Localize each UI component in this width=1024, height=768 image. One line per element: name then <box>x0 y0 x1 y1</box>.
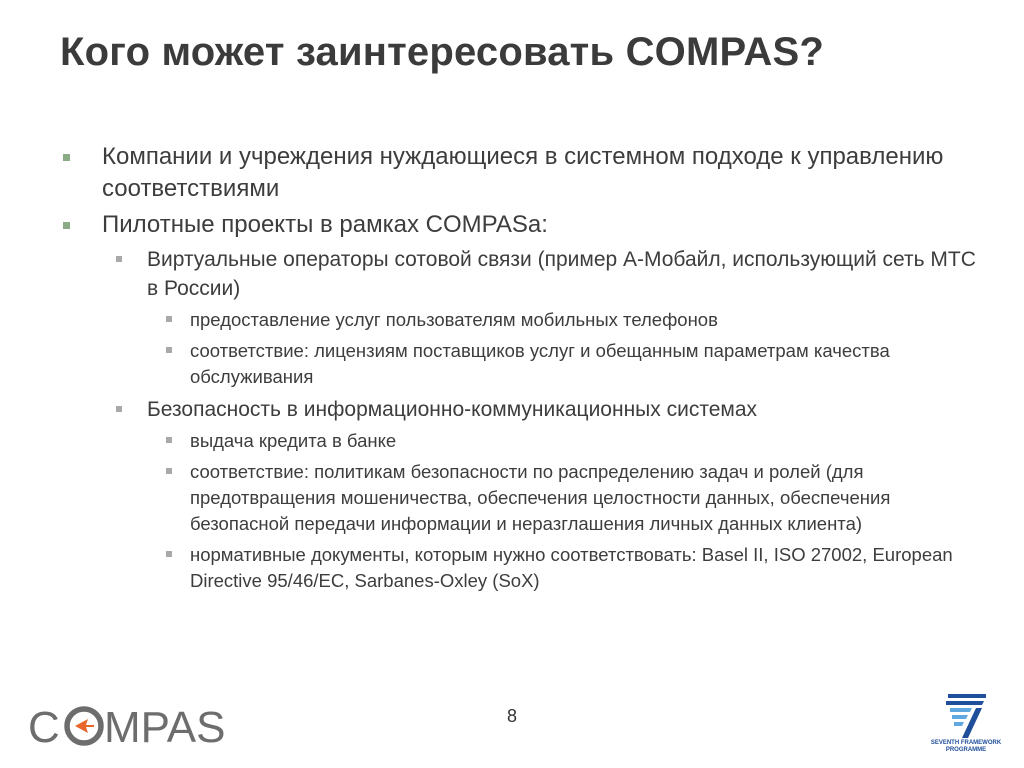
fp7-stripe <box>952 715 968 719</box>
compas-logo-arrow <box>75 719 94 733</box>
fp7-caption-line: SEVENTH FRAMEWORK <box>930 740 1002 746</box>
sub-sub-bullet-item <box>166 338 980 390</box>
page-number: 8 <box>506 706 517 726</box>
sub-sub-bullet-item <box>166 459 980 537</box>
bullet-text: Компании и учреждения нуждающиеся в системном подходе к управлению соответствиями <box>102 143 944 202</box>
sub-sub-bullet-text: предоставление услуг пользователям мобильных телефонов <box>190 309 718 330</box>
sub-sub-bullet-item <box>166 307 980 333</box>
square-bullet-icon <box>63 222 70 229</box>
fp7-stripe <box>950 708 972 712</box>
sub-sub-bullet-text: соответствие: политикам безопасности по распределению задач и ролей (для предотвращения мошеничества, обеспечения целостности данных, обеспечения безопасной передачи информации и неразглашения личных данных клиента) <box>190 461 891 534</box>
sub-bullet-text: Безопасность в информационно-коммуникационных системах <box>147 398 758 421</box>
sub-bullet-item <box>115 395 980 424</box>
bullet-list <box>60 141 980 599</box>
compas-logo-letter-c: C <box>28 703 60 748</box>
sub-sub-bullet-text: выдача кредита в банке <box>190 430 397 451</box>
bullet-item <box>60 141 980 205</box>
fp7-stripe <box>954 722 964 726</box>
compas-logo-icon <box>28 700 228 748</box>
square-bullet-icon <box>116 406 122 412</box>
fp7-caption-line: PROGRAMME <box>945 747 987 753</box>
compas-logo-letters: MPAS <box>104 703 226 748</box>
square-bullet-icon <box>166 347 172 353</box>
sub-sub-bullet-text: соответствие: лицензиям поставщиков услуг и обещанным параметрам качества обслуживания <box>190 340 890 387</box>
square-bullet-icon <box>166 437 172 443</box>
bullet-text: Пилотные проекты в рамках COMPASa: <box>102 211 548 238</box>
sub-sub-bullet-item <box>166 542 980 594</box>
bullet-item <box>60 209 980 241</box>
fp7-seven-stroke <box>962 708 982 738</box>
fp7-logo-caption <box>926 740 1006 754</box>
square-bullet-icon <box>63 154 70 161</box>
fp7-stripe <box>946 701 984 705</box>
sub-bullet-text: Виртуальные операторы сотовой связи (пример А-Мобайл, использующий сеть МТС в России) <box>147 248 976 300</box>
square-bullet-icon <box>166 468 172 474</box>
square-bullet-icon <box>166 551 172 557</box>
sub-bullet-item <box>115 245 980 303</box>
fp7-logo-icon <box>928 688 1004 766</box>
sub-sub-bullet-item <box>166 428 980 454</box>
square-bullet-icon <box>166 316 172 322</box>
fp7-stripe <box>948 694 986 698</box>
slide-title: Кого может заинтересовать COMPAS? <box>60 30 825 74</box>
sub-sub-bullet-text: нормативные документы, которым нужно соответствовать: Basel II, ISO 27002, European Directive 95/46/EC, Sarbanes-Oxley (SoX) <box>190 544 953 591</box>
square-bullet-icon <box>116 256 122 262</box>
